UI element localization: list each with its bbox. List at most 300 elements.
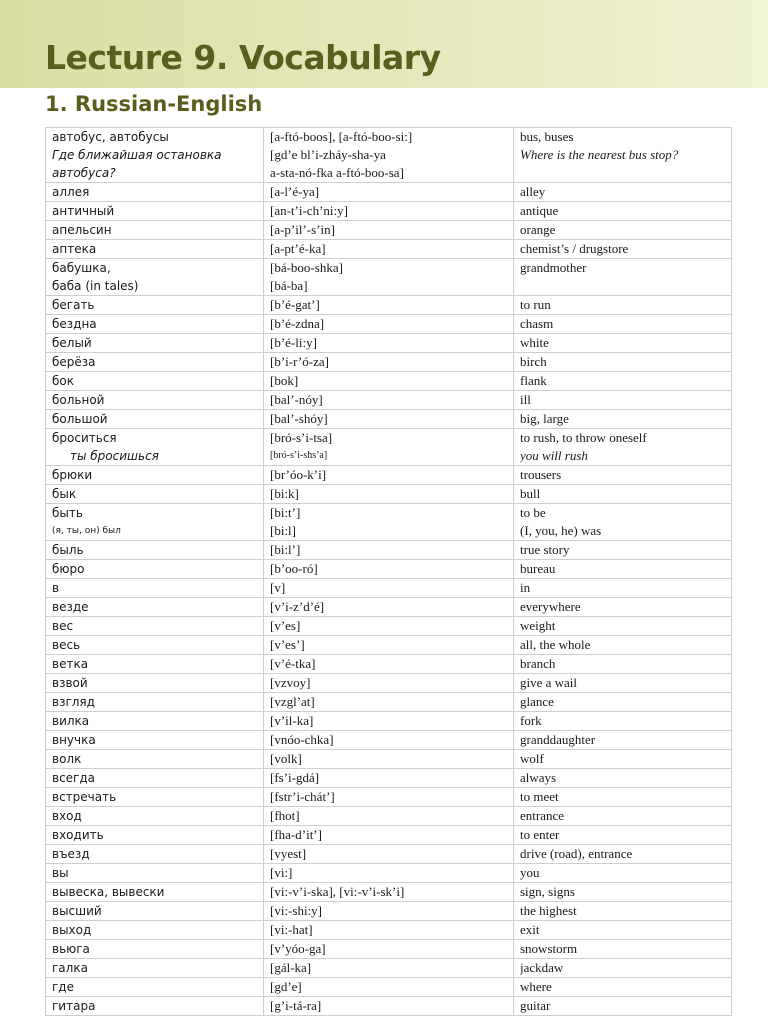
russian-word-line: выход xyxy=(52,923,92,937)
english-translation-cell xyxy=(514,128,732,183)
transcription-line: [b’é-zdna] xyxy=(270,316,325,331)
transcription-line: [bi:l’] xyxy=(270,542,301,557)
transcription-line: [bró-s’i-tsa] xyxy=(270,430,333,445)
vocab-row xyxy=(46,541,732,560)
vocab-row xyxy=(46,864,732,883)
transcription-line: [bi:k] xyxy=(270,486,299,501)
english-translation-cell xyxy=(514,429,732,466)
russian-word-cell xyxy=(46,750,264,769)
vocab-row xyxy=(46,845,732,864)
english-translation-line: the highest xyxy=(520,903,577,918)
transcription-line: [v’es] xyxy=(270,618,301,633)
russian-word-cell xyxy=(46,315,264,334)
russian-word-cell xyxy=(46,674,264,693)
russian-word-line: внучка xyxy=(52,733,96,747)
transcription-cell xyxy=(264,655,514,674)
transcription-line: [g’i-tá-ra] xyxy=(270,998,322,1013)
english-translation-cell xyxy=(514,750,732,769)
russian-word-cell xyxy=(46,655,264,674)
transcription-cell xyxy=(264,845,514,864)
russian-word-line: берёза xyxy=(52,355,96,369)
russian-word-cell xyxy=(46,128,264,183)
english-translation-line: weight xyxy=(520,618,556,633)
russian-word-line: гитара xyxy=(52,999,96,1013)
english-translation-line: to be xyxy=(520,505,546,520)
vocab-row xyxy=(46,504,732,541)
transcription-line: [gál-ka] xyxy=(270,960,312,975)
english-translation-line: wolf xyxy=(520,751,544,766)
transcription-cell xyxy=(264,579,514,598)
english-translation-line: flank xyxy=(520,373,547,388)
russian-word-line: аптека xyxy=(52,242,97,256)
russian-word-line: быть xyxy=(52,506,83,520)
english-translation-cell xyxy=(514,864,732,883)
transcription-cell xyxy=(264,259,514,296)
title-banner xyxy=(0,0,768,88)
russian-word-cell xyxy=(46,334,264,353)
russian-word-line: высший xyxy=(52,904,102,918)
russian-word-line: бок xyxy=(52,374,74,388)
transcription-line: [bi:l] xyxy=(270,523,296,538)
russian-word-cell xyxy=(46,541,264,560)
vocab-row xyxy=(46,485,732,504)
english-translation-line: branch xyxy=(520,656,556,671)
transcription-cell xyxy=(264,315,514,334)
russian-word-cell xyxy=(46,826,264,845)
english-translation-line: guitar xyxy=(520,998,551,1013)
transcription-line: [volk] xyxy=(270,751,302,766)
transcription-cell xyxy=(264,202,514,221)
vocab-row xyxy=(46,183,732,202)
transcription-cell xyxy=(264,466,514,485)
english-translation-cell xyxy=(514,485,732,504)
russian-word-line: взгляд xyxy=(52,695,95,709)
transcription-line: [fstr’i-chát’] xyxy=(270,789,335,804)
transcription-line: [fha-d’it’] xyxy=(270,827,322,842)
english-translation-cell xyxy=(514,712,732,731)
english-translation-line: orange xyxy=(520,222,556,237)
transcription-line: [vi:] xyxy=(270,865,293,880)
russian-word-cell xyxy=(46,617,264,636)
russian-word-cell xyxy=(46,997,264,1016)
transcription-line: [vi:-v’i-ska], [vi:-v’i-sk’i] xyxy=(270,884,405,899)
russian-word-line: вы xyxy=(52,866,69,880)
russian-word-line: броситься xyxy=(52,431,117,445)
russian-word-cell xyxy=(46,807,264,826)
transcription-cell xyxy=(264,636,514,655)
transcription-line: [vnóo-chka] xyxy=(270,732,334,747)
russian-word-cell xyxy=(46,221,264,240)
vocab-row xyxy=(46,259,732,296)
english-translation-line: always xyxy=(520,770,557,785)
english-translation-line: entrance xyxy=(520,808,565,823)
english-translation-line: bull xyxy=(520,486,541,501)
transcription-line: [br’óo-k’i] xyxy=(270,467,327,482)
english-translation-cell xyxy=(514,560,732,579)
russian-word-line: автобус, автобусы xyxy=(52,130,169,144)
russian-word-cell xyxy=(46,731,264,750)
russian-word-line: белый xyxy=(52,336,92,350)
vocab-row xyxy=(46,240,732,259)
english-translation-cell xyxy=(514,598,732,617)
russian-word-line: волк xyxy=(52,752,82,766)
transcription-cell xyxy=(264,128,514,183)
vocab-row xyxy=(46,674,732,693)
transcription-cell xyxy=(264,504,514,541)
english-translation-cell xyxy=(514,902,732,921)
russian-word-cell xyxy=(46,788,264,807)
english-translation-line: all, the whole xyxy=(520,637,591,652)
english-translation-cell xyxy=(514,636,732,655)
transcription-cell xyxy=(264,788,514,807)
transcription-cell xyxy=(264,334,514,353)
russian-word-cell xyxy=(46,202,264,221)
vocab-row xyxy=(46,560,732,579)
russian-word-line: брюки xyxy=(52,468,93,482)
vocabulary-table xyxy=(45,127,732,1016)
english-translation-cell xyxy=(514,731,732,750)
english-translation-cell xyxy=(514,997,732,1016)
transcription-line: [bok] xyxy=(270,373,299,388)
russian-word-line: в xyxy=(52,581,60,595)
vocab-row xyxy=(46,921,732,940)
english-translation-line: you xyxy=(520,865,540,880)
transcription-cell xyxy=(264,560,514,579)
english-translation-line: chemist’s / drugstore xyxy=(520,241,629,256)
transcription-line: a-sta-nó-fka a-ftó-boo-sa] xyxy=(270,165,404,180)
english-translation-cell xyxy=(514,296,732,315)
transcription-line: [bá-boo-shka] xyxy=(270,260,343,275)
transcription-line: [v’i-z’d’é] xyxy=(270,599,325,614)
vocab-row xyxy=(46,731,732,750)
russian-word-line: въезд xyxy=(52,847,90,861)
transcription-cell xyxy=(264,617,514,636)
english-translation-line: ill xyxy=(520,392,531,407)
english-translation-cell xyxy=(514,617,732,636)
transcription-line: [a-ftó-boos], [a-ftó-boo-si:] xyxy=(270,129,413,144)
transcription-line: [vi:-hat] xyxy=(270,922,313,937)
transcription-line: [fs’i-gdá] xyxy=(270,770,320,785)
transcription-cell xyxy=(264,978,514,997)
vocab-row xyxy=(46,940,732,959)
russian-word-cell xyxy=(46,693,264,712)
transcription-line: [a-p’il’-s’in] xyxy=(270,222,335,237)
transcription-cell xyxy=(264,541,514,560)
transcription-line: [b’é-li:y] xyxy=(270,335,317,350)
english-translation-line: chasm xyxy=(520,316,554,331)
russian-word-line: (я, ты, он) был xyxy=(52,526,121,536)
transcription-cell xyxy=(264,410,514,429)
english-translation-cell xyxy=(514,410,732,429)
english-translation-line: to run xyxy=(520,297,551,312)
russian-word-cell xyxy=(46,940,264,959)
transcription-cell xyxy=(264,883,514,902)
transcription-line: [bi:t’] xyxy=(270,505,301,520)
vocab-row xyxy=(46,598,732,617)
vocab-row xyxy=(46,712,732,731)
vocab-row xyxy=(46,579,732,598)
english-translation-line: Where is the nearest bus stop? xyxy=(520,147,679,162)
english-translation-cell xyxy=(514,845,732,864)
vocab-row xyxy=(46,221,732,240)
vocab-row xyxy=(46,636,732,655)
transcription-cell xyxy=(264,921,514,940)
russian-word-line: ты бросишься xyxy=(70,449,159,463)
transcription-cell xyxy=(264,807,514,826)
vocab-row xyxy=(46,315,732,334)
english-translation-line: (I, you, he) was xyxy=(520,523,602,538)
transcription-line: [an-t’i-ch’ni:y] xyxy=(270,203,348,218)
english-translation-line: true story xyxy=(520,542,570,557)
vocab-row xyxy=(46,693,732,712)
transcription-line: [a-l’é-ya] xyxy=(270,184,320,199)
russian-word-line: весь xyxy=(52,638,81,652)
russian-word-line: быль xyxy=(52,543,84,557)
russian-word-cell xyxy=(46,410,264,429)
transcription-line: [bal’-nóy] xyxy=(270,392,323,407)
vocab-row xyxy=(46,788,732,807)
transcription-line: [vi:-shi:y] xyxy=(270,903,322,918)
transcription-cell xyxy=(264,296,514,315)
english-translation-cell xyxy=(514,921,732,940)
english-translation-cell xyxy=(514,769,732,788)
english-translation-line: jackdaw xyxy=(520,960,564,975)
vocabulary-table-body xyxy=(46,128,732,1016)
vocab-row xyxy=(46,769,732,788)
english-translation-line: exit xyxy=(520,922,540,937)
transcription-line: [v’es’] xyxy=(270,637,305,652)
russian-word-line: встречать xyxy=(52,790,117,804)
russian-word-cell xyxy=(46,183,264,202)
english-translation-line: antique xyxy=(520,203,559,218)
transcription-line: [vzvoy] xyxy=(270,675,311,690)
russian-word-line: взвой xyxy=(52,676,88,690)
russian-word-line: вход xyxy=(52,809,82,823)
russian-word-line: бабушка, xyxy=(52,261,111,275)
english-translation-line: white xyxy=(520,335,549,350)
transcription-line: [v’é-tka] xyxy=(270,656,316,671)
vocab-row xyxy=(46,883,732,902)
russian-word-cell xyxy=(46,391,264,410)
transcription-line: [vzgl’at] xyxy=(270,694,315,709)
english-translation-line: bus, buses xyxy=(520,129,574,144)
russian-word-line: бык xyxy=(52,487,77,501)
english-translation-line: granddaughter xyxy=(520,732,596,747)
transcription-line: [bal’-shóy] xyxy=(270,411,328,426)
russian-word-cell xyxy=(46,259,264,296)
russian-word-cell xyxy=(46,579,264,598)
english-translation-line: everywhere xyxy=(520,599,581,614)
transcription-cell xyxy=(264,693,514,712)
russian-word-cell xyxy=(46,504,264,541)
vocab-row xyxy=(46,353,732,372)
english-translation-cell xyxy=(514,259,732,296)
english-translation-cell xyxy=(514,807,732,826)
english-translation-cell xyxy=(514,655,732,674)
russian-word-line: где xyxy=(52,980,74,994)
vocab-row xyxy=(46,334,732,353)
english-translation-line: you will rush xyxy=(520,448,588,463)
english-translation-line: to meet xyxy=(520,789,559,804)
transcription-cell xyxy=(264,997,514,1016)
russian-word-line: апельсин xyxy=(52,223,112,237)
english-translation-cell xyxy=(514,579,732,598)
vocab-row xyxy=(46,997,732,1016)
russian-word-cell xyxy=(46,712,264,731)
transcription-line: [fhot] xyxy=(270,808,300,823)
transcription-line: [bá-ba] xyxy=(270,278,308,293)
vocab-row xyxy=(46,410,732,429)
russian-word-line: вес xyxy=(52,619,74,633)
english-translation-line: trousers xyxy=(520,467,562,482)
english-translation-cell xyxy=(514,372,732,391)
russian-word-line: большой xyxy=(52,412,108,426)
transcription-cell xyxy=(264,864,514,883)
transcription-line: [v’il-ka] xyxy=(270,713,314,728)
russian-word-line: бегать xyxy=(52,298,95,312)
english-translation-cell xyxy=(514,788,732,807)
transcription-cell xyxy=(264,221,514,240)
russian-word-cell xyxy=(46,883,264,902)
english-translation-line: where xyxy=(520,979,552,994)
transcription-cell xyxy=(264,391,514,410)
english-translation-line: to enter xyxy=(520,827,560,842)
english-translation-cell xyxy=(514,334,732,353)
vocab-row xyxy=(46,826,732,845)
english-translation-cell xyxy=(514,826,732,845)
transcription-cell xyxy=(264,372,514,391)
vocab-row xyxy=(46,429,732,466)
english-translation-cell xyxy=(514,940,732,959)
english-translation-cell xyxy=(514,315,732,334)
english-translation-line: glance xyxy=(520,694,554,709)
english-translation-line: in xyxy=(520,580,531,595)
russian-word-cell xyxy=(46,636,264,655)
english-translation-line: alley xyxy=(520,184,546,199)
vocab-row xyxy=(46,202,732,221)
russian-word-cell xyxy=(46,240,264,259)
russian-word-cell xyxy=(46,429,264,466)
transcription-cell xyxy=(264,731,514,750)
russian-word-cell xyxy=(46,769,264,788)
transcription-line: [b’é-gat’] xyxy=(270,297,320,312)
english-translation-cell xyxy=(514,693,732,712)
vocab-row xyxy=(46,978,732,997)
russian-word-cell xyxy=(46,372,264,391)
vocab-row xyxy=(46,466,732,485)
transcription-cell xyxy=(264,769,514,788)
english-translation-cell xyxy=(514,240,732,259)
transcription-cell xyxy=(264,940,514,959)
transcription-cell xyxy=(264,959,514,978)
russian-word-line: баба (in tales) xyxy=(52,279,139,293)
english-translation-cell xyxy=(514,391,732,410)
transcription-line: [b’i-r’ó-za] xyxy=(270,354,329,369)
russian-word-line: вывеска, вывески xyxy=(52,885,165,899)
transcription-cell xyxy=(264,598,514,617)
russian-word-cell xyxy=(46,598,264,617)
russian-word-line: входить xyxy=(52,828,104,842)
russian-word-line: Где ближайшая остановка xyxy=(52,148,222,162)
english-translation-line: grandmother xyxy=(520,260,587,275)
russian-word-line: ветка xyxy=(52,657,89,671)
english-translation-cell xyxy=(514,674,732,693)
transcription-cell xyxy=(264,353,514,372)
english-translation-cell xyxy=(514,466,732,485)
english-translation-cell xyxy=(514,202,732,221)
russian-word-line: больной xyxy=(52,393,105,407)
transcription-line: [gd’e] xyxy=(270,979,302,994)
transcription-line: [v’yóo-ga] xyxy=(270,941,326,956)
english-translation-cell xyxy=(514,883,732,902)
russian-word-cell xyxy=(46,978,264,997)
english-translation-line: fork xyxy=(520,713,542,728)
transcription-line: [b’oo-ró] xyxy=(270,561,318,576)
russian-word-cell xyxy=(46,485,264,504)
vocab-row xyxy=(46,655,732,674)
transcription-line: [gd’e bl’i-zháy-sha-ya xyxy=(270,147,386,162)
english-translation-cell xyxy=(514,504,732,541)
russian-word-cell xyxy=(46,845,264,864)
russian-word-cell xyxy=(46,560,264,579)
russian-word-line: вилка xyxy=(52,714,90,728)
section-title: 1. Russian-English xyxy=(45,92,263,116)
russian-word-line: галка xyxy=(52,961,88,975)
russian-word-line: бездна xyxy=(52,317,97,331)
transcription-cell xyxy=(264,674,514,693)
vocab-row xyxy=(46,296,732,315)
vocab-row xyxy=(46,959,732,978)
english-translation-cell xyxy=(514,221,732,240)
english-translation-line: sign, signs xyxy=(520,884,575,899)
english-translation-line: birch xyxy=(520,354,547,369)
english-translation-line: bureau xyxy=(520,561,556,576)
english-translation-line: to rush, to throw oneself xyxy=(520,430,647,445)
vocab-row xyxy=(46,372,732,391)
russian-word-line: античный xyxy=(52,204,115,218)
transcription-line: [v] xyxy=(270,580,286,595)
russian-word-cell xyxy=(46,864,264,883)
russian-word-cell xyxy=(46,353,264,372)
russian-word-line: вьюга xyxy=(52,942,90,956)
russian-word-cell xyxy=(46,296,264,315)
transcription-cell xyxy=(264,429,514,466)
transcription-cell xyxy=(264,712,514,731)
vocab-row xyxy=(46,807,732,826)
english-translation-cell xyxy=(514,183,732,202)
transcription-cell xyxy=(264,826,514,845)
english-translation-line: snowstorm xyxy=(520,941,578,956)
vocab-row xyxy=(46,902,732,921)
transcription-cell xyxy=(264,902,514,921)
russian-word-cell xyxy=(46,959,264,978)
transcription-cell xyxy=(264,240,514,259)
russian-word-cell xyxy=(46,921,264,940)
english-translation-line: big, large xyxy=(520,411,569,426)
transcription-line: [vyest] xyxy=(270,846,307,861)
russian-word-line: аллея xyxy=(52,185,90,199)
vocab-row xyxy=(46,617,732,636)
english-translation-cell xyxy=(514,353,732,372)
russian-word-line: везде xyxy=(52,600,89,614)
page-title: Lecture 9. Vocabulary xyxy=(45,38,441,77)
russian-word-line: автобуса? xyxy=(52,166,116,180)
transcription-cell xyxy=(264,750,514,769)
transcription-line: [a-pt’é-ka] xyxy=(270,241,326,256)
english-translation-cell xyxy=(514,959,732,978)
english-translation-cell xyxy=(514,978,732,997)
russian-word-cell xyxy=(46,902,264,921)
